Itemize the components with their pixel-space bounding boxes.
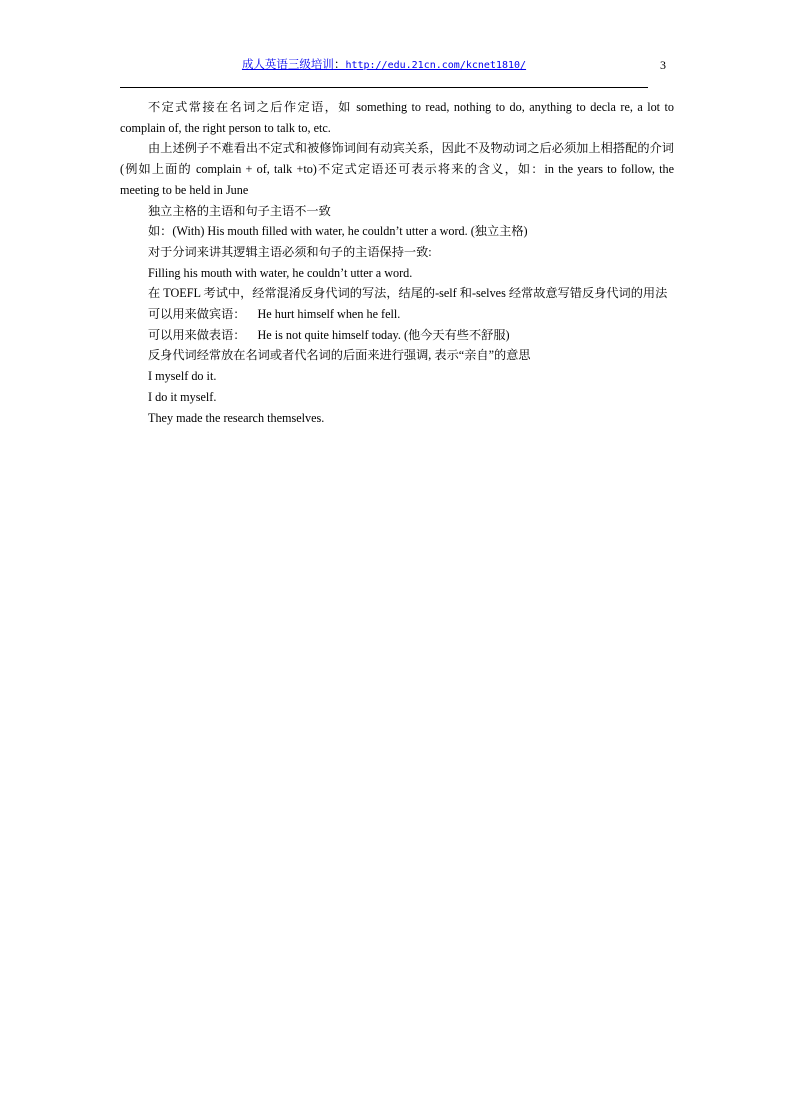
usage-object-line bbox=[120, 304, 674, 325]
paragraph-infinitive-attributive: 不定式常接在名词之后作定语，如 something to read, nothing to do, anything to decla re, a lot to complain of, the right person to talk to, etc. bbox=[120, 100, 674, 135]
paragraph-participle-rule: 对于分词来讲其逻辑主语必须和句子的主语保持一致: bbox=[148, 244, 432, 259]
emphasis-example: They made the research themselves. bbox=[148, 410, 325, 425]
paragraph-emphasis-intro: 反身代词经常放在名词或者代名词的后面来进行强调, 表示“亲自”的意思 bbox=[148, 348, 531, 363]
paragraph-infinitive-explanation: 由上述例子不难看出不定式和被修饰词间有动宾关系，因此不及物动词之后必须加上相搭配的介词(例如上面的 complain + of, talk +to)不定式定语还可表示将来的含义，如：in the years to follow, the meeting to be held in June bbox=[120, 141, 674, 197]
paragraph-absolute-construction: 独立主格的主语和句子主语不一致 bbox=[148, 203, 331, 218]
page-header bbox=[120, 57, 648, 73]
header-colon: ： bbox=[333, 59, 346, 71]
header-link-url[interactable]: http://edu.21cn.com/kcnet1810/ bbox=[345, 60, 527, 71]
document-body bbox=[120, 97, 674, 428]
header-link-prefix[interactable]: 成人英语三级培训 bbox=[241, 59, 334, 71]
paragraph-absolute-example: 如：(With) His mouth filled with water, he couldn’t utter a word. (独立主格) bbox=[148, 224, 528, 239]
emphasis-example: I myself do it. bbox=[148, 369, 217, 384]
paragraph-reflexive-pronoun: 在 TOEFL 考试中，经常混淆反身代词的写法，结尾的-self 和-selves 经常故意写错反身代词的用法 bbox=[148, 286, 668, 301]
usage-predicative-example: He is not quite himself today. (他今天有些不舒服) bbox=[257, 327, 510, 342]
header-divider bbox=[120, 87, 648, 88]
emphasis-example: I do it myself. bbox=[148, 389, 217, 404]
usage-predicative-label: 可以用来做表语： bbox=[148, 327, 246, 342]
header-link[interactable] bbox=[120, 57, 648, 74]
usage-object-label: 可以用来做宾语： bbox=[148, 307, 246, 322]
usage-object-example: He hurt himself when he fell. bbox=[257, 307, 401, 322]
page-number: 3 bbox=[660, 58, 666, 72]
usage-predicative-line bbox=[120, 325, 674, 346]
paragraph-participle-example: Filling his mouth with water, he couldn’t utter a word. bbox=[148, 265, 413, 280]
